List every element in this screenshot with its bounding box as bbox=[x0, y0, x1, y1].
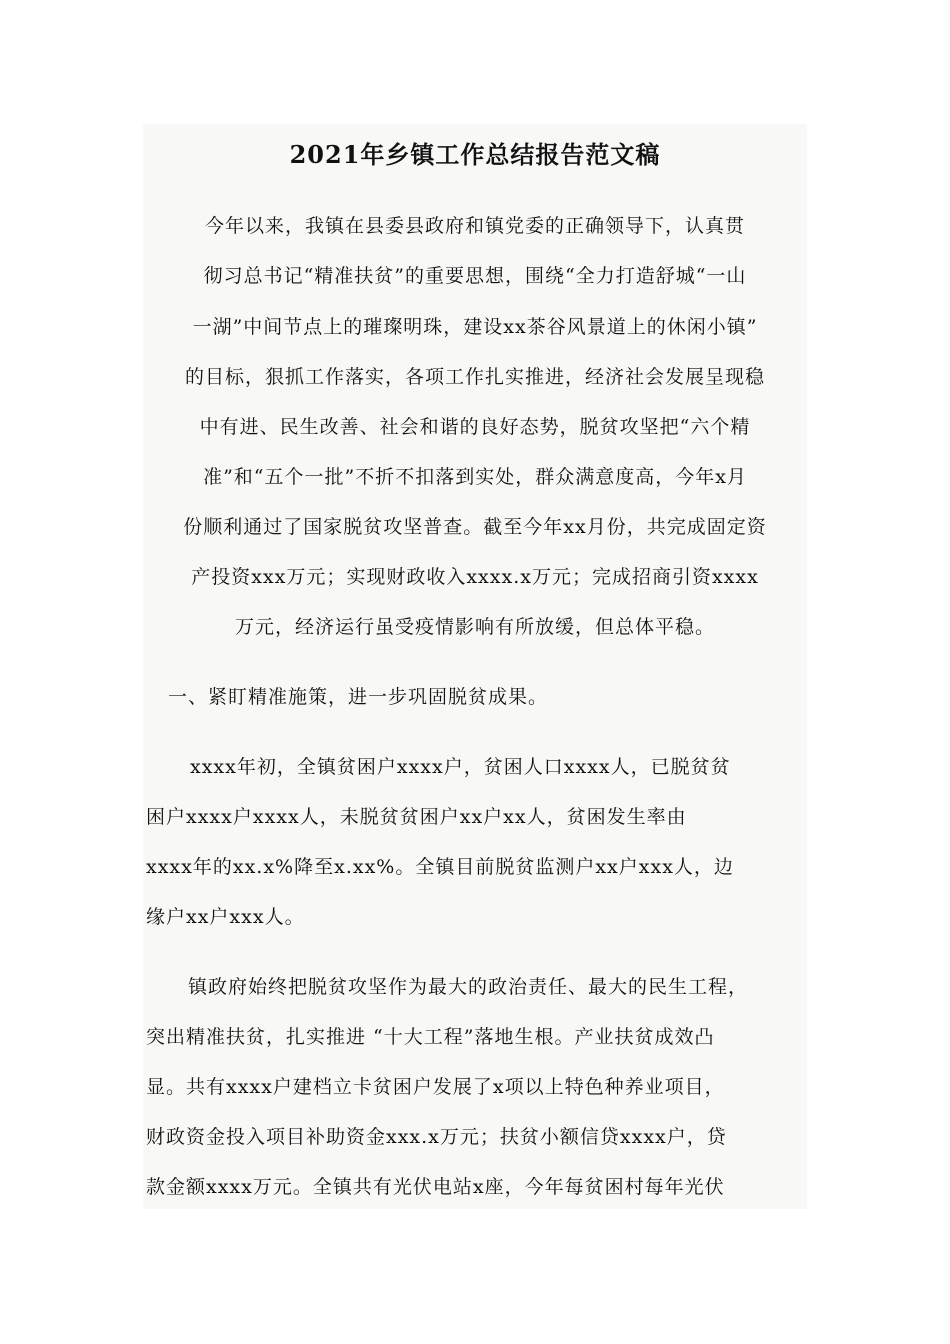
paragraph-line: 财政资金投入项目补助资金xxx.x万元；扶贫小额信贷xxxx户，贷 bbox=[146, 1126, 727, 1148]
paragraph-line: xxxx年的xx.x%降至x.xx%。全镇目前脱贫监测户xx户xxx人，边 bbox=[146, 856, 734, 878]
paragraph-line: xxxx年初，全镇贫困户xxxx户，贫困人口xxxx人，已脱贫贫 bbox=[190, 756, 731, 778]
paragraph-line: 突出精准扶贫，扎实推进 “十大工程”落地生根。产业扶贫成效凸 bbox=[146, 1026, 715, 1048]
paragraph-line: 镇政府始终把脱贫攻坚作为最大的政治责任、最大的民生工程， bbox=[188, 976, 749, 998]
intro-line: 彻习总书记“精准扶贫”的重要思想，围绕“全力打造舒城“一山 bbox=[203, 265, 747, 287]
intro-line: 一湖”中间节点上的璀璨明珠，建设xx茶谷风景道上的休闲小镇” bbox=[192, 316, 758, 338]
intro-line: 准”和“五个一批”不折不扣落到实处，群众满意度高，今年x月 bbox=[203, 466, 747, 488]
paragraph-line: 款金额xxxx万元。全镇共有光伏电站x座，今年每贫困村每年光伏 bbox=[146, 1176, 725, 1198]
paragraph-line: 显。共有xxxx户建档立卡贫困户发展了x项以上特色种养业项目， bbox=[146, 1076, 725, 1098]
section-heading: 一、紧盯精准施策，进一步巩固脱贫成果。 bbox=[168, 686, 549, 708]
intro-line: 今年以来，我镇在县委县政府和镇党委的正确领导下，认真贯 bbox=[204, 215, 745, 237]
intro-line: 产投资xxx万元；实现财政收入xxxx.x万元；完成招商引资xxxx bbox=[191, 566, 759, 588]
intro-line: 万元，经济运行虽受疫情影响有所放缓，但总体平稳。 bbox=[234, 616, 715, 638]
intro-line: 份顺利通过了国家脱贫攻坚普查。截至今年xx月份，共完成固定资 bbox=[183, 516, 767, 538]
intro-line: 中有进、民生改善、社会和谐的良好态势，脱贫攻坚把“六个精 bbox=[199, 416, 751, 438]
document-title: 2021年乡镇工作总结报告范文稿 bbox=[289, 140, 661, 169]
paragraph-line: 困户xxxx户xxxx人，未脱贫贫困户xx户xx人，贫困发生率由 bbox=[146, 806, 687, 828]
paragraph-line: 缘户xx户xxx人。 bbox=[146, 906, 305, 928]
document-page bbox=[143, 124, 807, 1209]
intro-line: 的目标，狠抓工作落实，各项工作扎实推进，经济社会发展呈现稳 bbox=[184, 366, 765, 388]
